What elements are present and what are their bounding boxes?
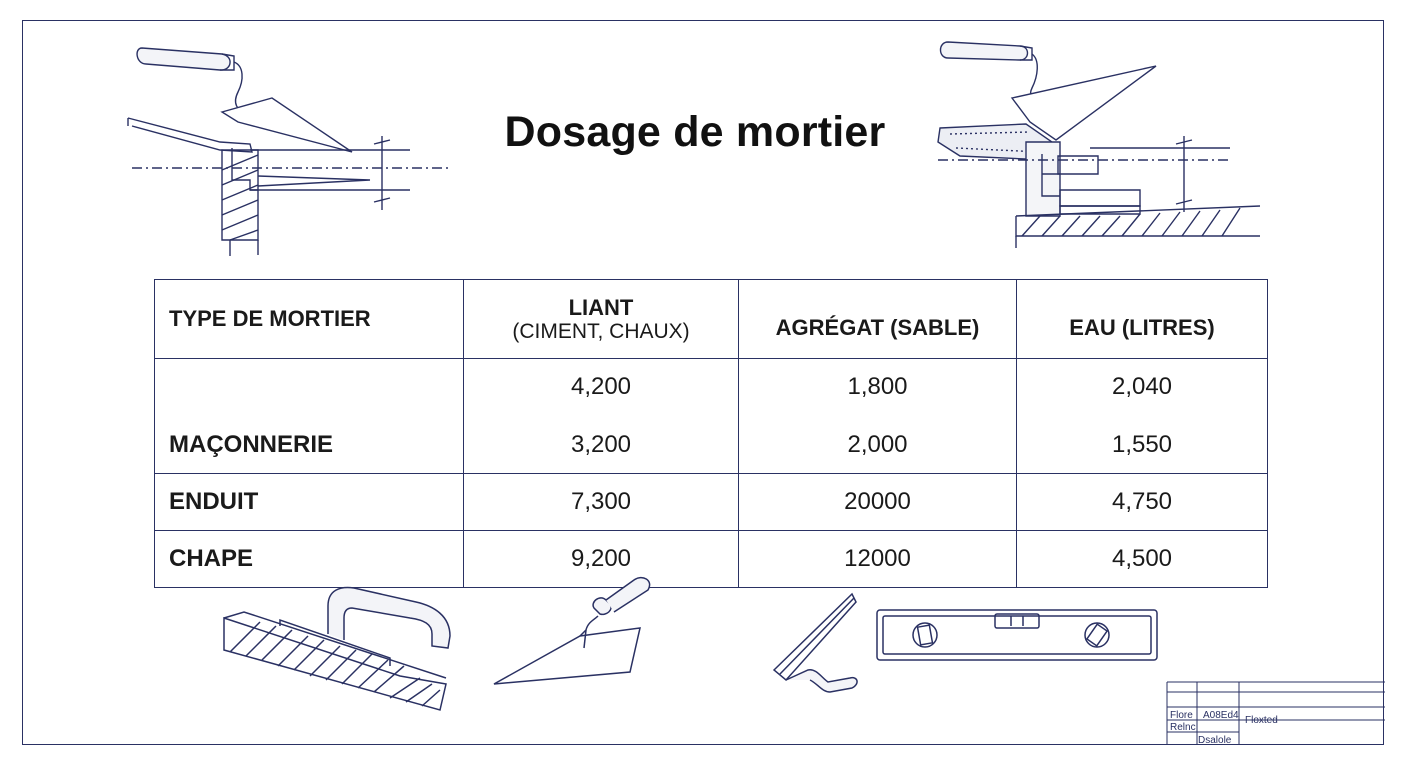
cell-value: 2,040 [1111,373,1173,400]
row-label-enduit: ENDUIT [155,474,464,531]
title-block-cell: Floxted [1245,715,1278,726]
cell-value: 4,500 [1017,531,1268,588]
document-title: Dosage de mortier [504,108,886,156]
cell-value: 1,800 [847,373,908,400]
title-block-cell: Flore [1170,710,1193,721]
header-liant-label: LIANT [568,295,634,320]
title-block-cell: Dsalole [1198,735,1232,746]
title-block-cell: Relnc [1170,722,1196,733]
header-type [155,280,464,359]
mortar-dosage-table [154,279,1268,588]
table-row [155,474,1268,531]
cell-value: 1,550 [1111,431,1173,458]
row-label-maconnerie [155,359,464,474]
hand-float-icon [220,580,460,720]
header-liant [464,280,739,359]
cell-value: 4,200 [570,373,632,400]
cell-agregat-merged [739,359,1017,474]
header-eau [1017,280,1268,359]
header-liant-sublabel: (CIMENT, CHAUX) [512,320,690,343]
cell-value: 2,000 [847,431,908,458]
table-row [155,531,1268,588]
row-label-chape: CHAPE [155,531,464,588]
cell-value: 3,200 [570,431,632,458]
cell-liant-merged [464,359,739,474]
cell-value: 9,200 [464,531,739,588]
spirit-level-icon [875,606,1160,664]
pointing-trowel-icon [490,572,660,697]
header-type-label: TYPE DE MORTIER [169,306,371,331]
table-header-row [155,280,1268,359]
drywall-knife-icon [770,590,870,696]
header-eau-label: EAU (LITRES) [1069,315,1215,340]
cell-value: 20000 [739,474,1017,531]
cell-value: 4,750 [1017,474,1268,531]
title-block-cell: A08Ed4 [1203,710,1239,721]
header-agregat [739,280,1017,359]
cell-eau-merged [1017,359,1268,474]
cell-value: 7,300 [464,474,739,531]
header-agregat-label: AGRÉGAT (SABLE) [775,315,980,340]
table-row [155,359,1268,474]
cell-value: 12000 [739,531,1017,588]
row-label-text: MAÇONNERIE [169,431,334,458]
